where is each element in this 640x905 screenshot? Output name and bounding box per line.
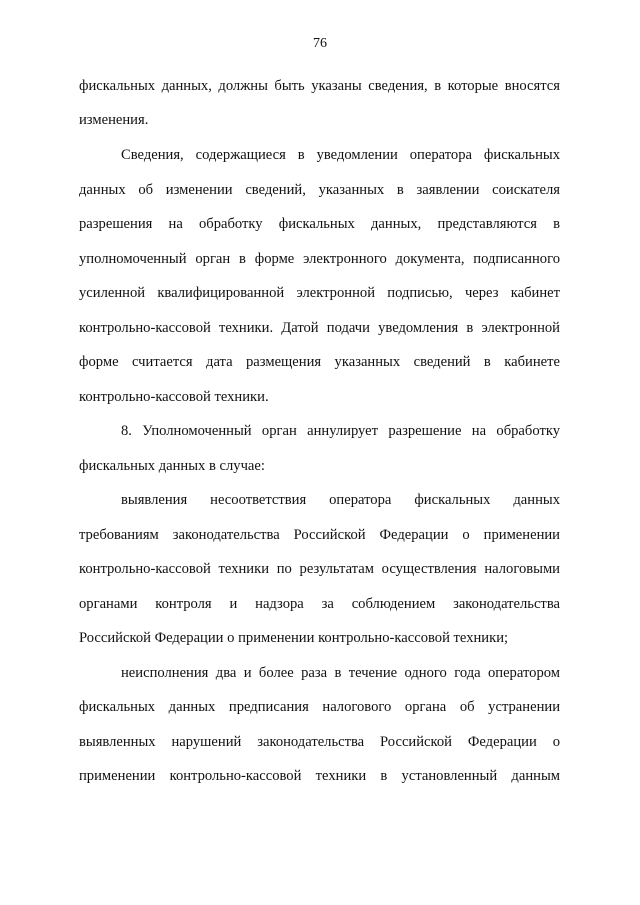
text-line: разрешения на обработку фискальных данных, представляются в bbox=[79, 216, 560, 232]
text-line: контрольно-кассовой техники. bbox=[79, 389, 269, 405]
text-line: форме считается дата размещения указанных сведений в кабинете bbox=[79, 354, 560, 370]
text-line: фискальных данных предписания налогового органа об устранении bbox=[79, 699, 560, 715]
text-line: контрольно-кассовой техники по результатам осуществления налоговыми bbox=[79, 561, 560, 577]
text-line: уполномоченный орган в форме электронного документа, подписанного bbox=[79, 251, 560, 267]
paragraph-start-line: 8. Уполномоченный орган аннулирует разрешение на обработку bbox=[121, 423, 560, 439]
text-line: данных об изменении сведений, указанных в заявлении соискателя bbox=[79, 182, 560, 198]
text-line: фискальных данных в случае: bbox=[79, 458, 265, 474]
text-line: органами контроля и надзора за соблюдением законодательства bbox=[79, 596, 560, 612]
page-number: 76 bbox=[313, 36, 327, 51]
text-line: применении контрольно-кассовой техники в установленный данным bbox=[79, 768, 560, 784]
text-line: изменения. bbox=[79, 112, 149, 128]
paragraph-start-line: неисполнения два и более раза в течение одного года оператором bbox=[121, 665, 560, 681]
text-line: требованиям законодательства Российской Федерации о применении bbox=[79, 527, 560, 543]
text-line: Российской Федерации о применении контрольно-кассовой техники; bbox=[79, 630, 509, 646]
paragraph-start-line: Сведения, содержащиеся в уведомлении оператора фискальных bbox=[121, 147, 560, 163]
text-line: выявленных нарушений законодательства Российской Федерации о bbox=[79, 734, 560, 750]
text-line: фискальных данных, должны быть указаны сведения, в которые вносятся bbox=[79, 78, 560, 94]
text-line: усиленной квалифицированной электронной подписью, через кабинет bbox=[79, 285, 560, 301]
paragraph-start-line: выявления несоответствия оператора фискальных данных bbox=[121, 492, 560, 508]
text-line: контрольно-кассовой техники. Датой подачи уведомления в электронной bbox=[79, 320, 560, 336]
